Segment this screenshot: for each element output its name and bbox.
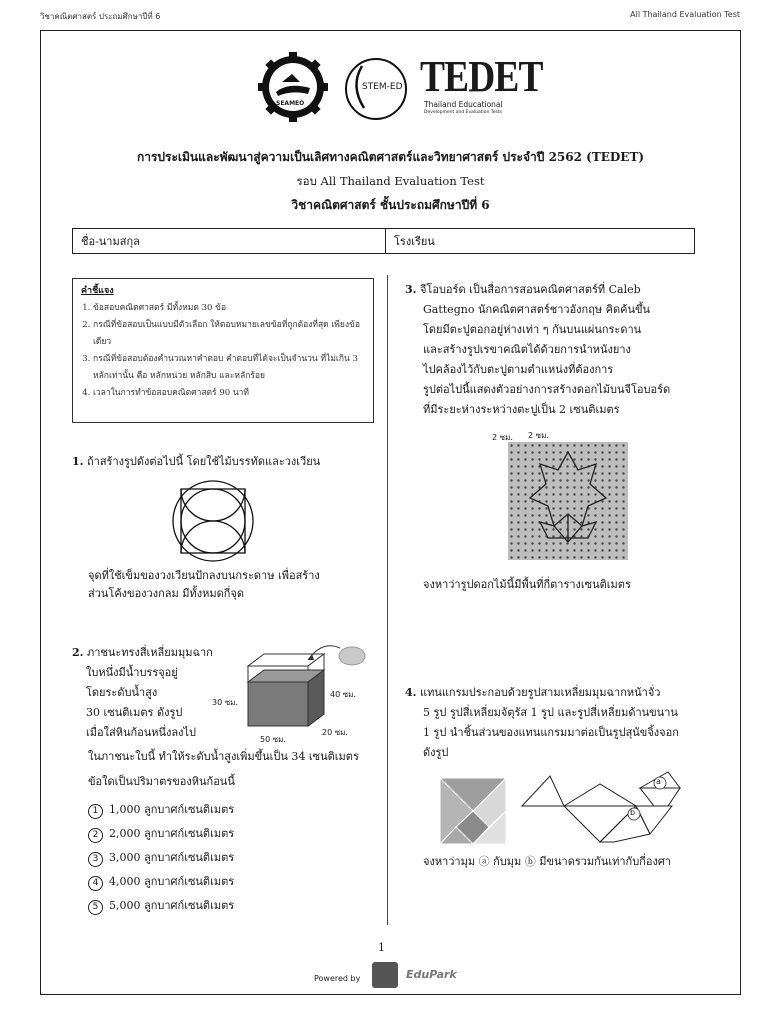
option-4[interactable]	[88, 870, 234, 894]
question-text: Gattegno นักคณิตศาสตร์ชาวอังกฤษ คิดค้นขึ้น	[423, 303, 651, 316]
instruction-item: 4. เวลาในการทำข้อสอบคณิตศาสตร์ 90 นาที	[93, 385, 365, 402]
angle-a-label: a	[656, 777, 661, 786]
question-2-options	[88, 798, 234, 918]
question-text: จีโอบอร์ด เป็นสื่อการสอนคณิตศาสตร์ที่ Caleb	[419, 283, 641, 296]
question-text: โดยมีตะปูตอกอยู่ห่างเท่า ๆ กันบนแผ่นกระดาน	[423, 323, 642, 336]
seameo-logo	[258, 52, 328, 122]
stem-ed-logo	[342, 56, 410, 122]
spacing-label-a: 2 ซม.	[492, 433, 513, 442]
header-subject: วิชาคณิตศาสตร์ ประถมศึกษาปีที่ 6	[40, 12, 161, 21]
seameo-text: SEAMEO	[276, 100, 305, 107]
column-divider	[387, 275, 388, 925]
question-text: เมื่อใส่หินก้อนหนึ่งลงไป	[86, 726, 197, 739]
question-text: โดยระดับน้ำสูง	[86, 686, 158, 699]
dim-depth-label: 40 ซม.	[330, 690, 356, 699]
question-number: 1.	[72, 455, 84, 468]
option-3[interactable]	[88, 846, 234, 870]
school-label: โรงเรียน	[394, 235, 435, 248]
instruction-item: 3. กรณีที่ข้อสอบต้องคำนวณหาคำตอบ คำตอบที่ได้จะเป็นจำนวน ที่ไม่เกิน 3 หลักเท่านั้น คือ หลักหน่วย หลักสิบ และหลักร้อย	[93, 351, 365, 385]
instruction-item: 2. กรณีที่ข้อสอบเป็นแบบมีตัวเลือก ให้ตอบหมายเลขข้อที่ถูกต้องที่สุด เพียงข้อเดียว	[93, 317, 365, 351]
name-label: ชื่อ-นามสกุล	[81, 235, 140, 248]
question-text: ไปคล้องไว้กับตะปูตามตำแหน่งที่ต้องการ	[423, 363, 614, 376]
question-number: 2.	[72, 646, 84, 659]
option-text: 5,000 ลูกบาศก์เซนติเมตร	[109, 899, 235, 912]
page-number: 1	[378, 941, 385, 954]
geoboard-figure	[508, 442, 628, 560]
question-text: แทนแกรมประกอบด้วยรูปสามเหลี่ยมมุมฉากหน้าจั่ว	[419, 686, 661, 699]
question-2-line-7: ข้อใดเป็นปริมาตรของหินก้อนนี้	[88, 775, 235, 788]
option-2[interactable]	[88, 822, 234, 846]
question-text: รูปต่อไปนี้แสดงตัวอย่างการสร้างดอกไม้บนจีโอบอร์ด	[423, 383, 671, 396]
tedet-text: TEDET	[420, 52, 543, 101]
question-text: ใบหนึ่งมีน้ำบรรจุอยู่	[86, 666, 178, 679]
tangram-fox-figure	[520, 770, 690, 850]
stem-ed-text: STEM-ED	[362, 82, 403, 92]
question-number: 3.	[405, 283, 417, 296]
option-number: 3	[88, 852, 103, 867]
option-text: 1,000 ลูกบาศก์เซนติเมตร	[109, 803, 235, 816]
question-1-ask-line-2: ส่วนโค้งของวงกลม มีทั้งหมดกี่จุด	[88, 587, 245, 600]
question-text: ถ้าสร้างรูปดังต่อไปนี้ โดยใช้ไม้บรรทัดและวงเวียน	[86, 455, 321, 468]
question-text: 5 รูป รูปสี่เหลี่ยมจัตุรัส 1 รูป และรูปสี่เหลี่ยมด้านขนาน	[423, 706, 678, 719]
question-text: 1 รูป นำชิ้นส่วนของแทนแกรมมาต่อเป็นรูปสุนัขจิ้งจอก	[423, 726, 679, 739]
question-text: ภาชนะทรงสี่เหลี่ยมมุมฉาก	[86, 646, 213, 659]
option-5[interactable]	[88, 894, 234, 918]
angle-b-label: b	[630, 808, 636, 817]
question-text: ที่มีระยะห่างระหว่างตะปูเป็น 2 เซนติเมตร	[423, 403, 620, 416]
question-4	[405, 683, 715, 763]
option-number: 4	[88, 876, 103, 891]
dim-height-label: 30 ซม.	[212, 698, 238, 707]
instructions-heading: คำชี้แจง	[81, 286, 114, 296]
tedet-logo	[420, 52, 543, 124]
question-4-ask: จงหาว่ามุม ⓐ กับมุม ⓑ มีขนาดรวมกันเท่ากับกี่องศา	[423, 855, 671, 868]
option-number: 1	[88, 804, 103, 819]
option-number: 5	[88, 900, 103, 915]
school-field[interactable]	[386, 229, 443, 253]
exam-round: รอบ All Thailand Evaluation Test	[296, 174, 485, 188]
option-text: 4,000 ลูกบาศก์เซนติเมตร	[109, 875, 235, 888]
edupark-logo: EduPark	[406, 968, 457, 981]
question-text: และสร้างรูปเรขาคณิตได้ด้วยการนำหนังยาง	[423, 343, 631, 356]
water-tank-figure	[212, 640, 372, 748]
instruction-item: 1. ข้อสอบคณิตศาสตร์ มีทั้งหมด 30 ข้อ	[93, 300, 365, 317]
dim-width-label: 50 ซม.	[260, 735, 286, 744]
question-3	[405, 280, 705, 420]
exam-subject: วิชาคณิตศาสตร์ ชั้นประถมศึกษาปีที่ 6	[291, 198, 490, 212]
question-3-ask: จงหาว่ารูปดอกไม้นี้มีพื้นที่กี่ตารางเซนติเมตร	[423, 578, 631, 591]
dim-side-label: 20 ซม.	[322, 728, 348, 737]
powered-by-label: Powered by	[314, 974, 361, 983]
exam-title: การประเมินและพัฒนาสู่ความเป็นเลิศทางคณิตศาสตร์และวิทยาศาสตร์ ประจำปี 2562 (TEDET)	[136, 150, 645, 164]
sponsor-logo-icon	[372, 962, 398, 988]
question-number: 4.	[405, 686, 417, 699]
tangram-square-figure	[440, 778, 506, 844]
question-text: ดังรูป	[423, 746, 449, 759]
option-number: 2	[88, 828, 103, 843]
question-2-line-6: ในภาชนะใบนี้ ทำให้ระดับน้ำสูงเพิ่มขึ้นเป็น 34 เซนติเมตร	[88, 750, 359, 763]
student-info-box	[72, 228, 695, 254]
tedet-subtitle: Thailand Educational	[424, 100, 503, 109]
question-1-ask-line-1: จุดที่ใช้เข็มของวงเวียนปักลงบนกระดาษ เพื่อสร้าง	[88, 569, 320, 582]
option-text: 3,000 ลูกบาศก์เซนติเมตร	[109, 851, 235, 864]
option-1[interactable]	[88, 798, 234, 822]
header-test-name: All Thailand Evaluation Test	[630, 10, 740, 19]
instructions-box	[72, 278, 374, 423]
question-text: 30 เซนติเมตร ดังรูป	[86, 706, 183, 719]
question-1	[72, 452, 320, 472]
tedet-subtitle-2: Development and Evaluation Tests	[424, 110, 503, 115]
name-field[interactable]	[73, 229, 386, 253]
option-text: 2,000 ลูกบาศก์เซนติเมตร	[109, 827, 235, 840]
spacing-label-b: 2 ซม.	[528, 431, 549, 440]
compass-figure	[172, 480, 254, 566]
